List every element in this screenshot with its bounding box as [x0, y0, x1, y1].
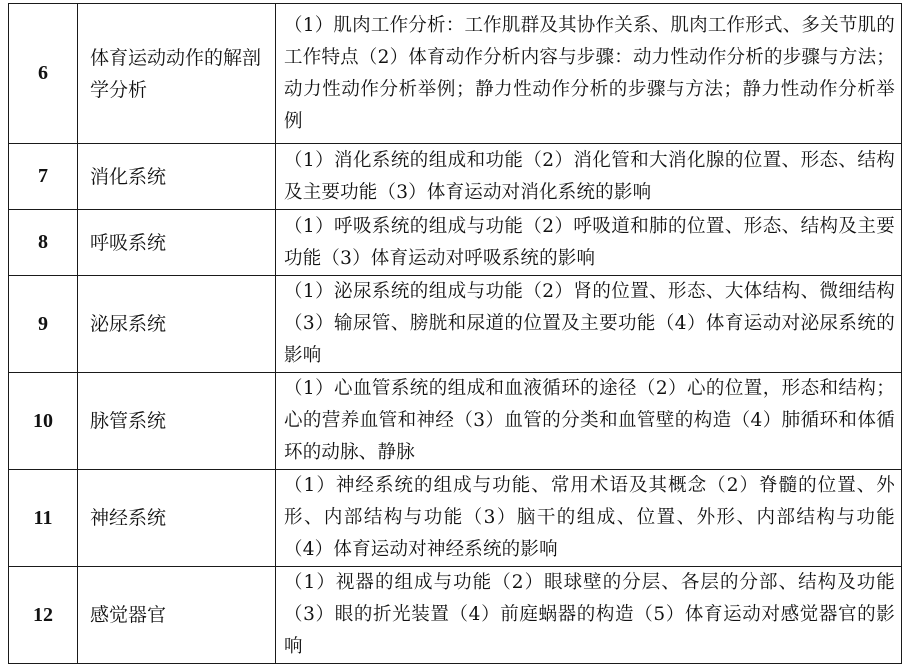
row-number: 8: [9, 210, 78, 276]
table-row: [9, 470, 902, 567]
row-number: 6: [9, 4, 78, 144]
row-content: （1）泌尿系统的组成与功能（2）肾的位置、形态、大体结构、微细结构（3）输尿管、膀胱和尿道的位置及主要功能（4）体育运动对泌尿系统的影响: [276, 276, 902, 373]
row-content: （1）消化系统的组成和功能（2）消化管和大消化腺的位置、形态、结构及主要功能（3）体育运动对消化系统的影响: [276, 144, 902, 210]
row-number: 9: [9, 276, 78, 373]
row-topic: 感觉器官: [78, 567, 276, 664]
table-row: [9, 4, 902, 144]
table-row: [9, 210, 902, 276]
row-content: （1）心血管系统的组成和血液循环的途径（2）心的位置，形态和结构；心的营养血管和神经（3）血管的分类和血管壁的构造（4）肺循环和体循环的动脉、静脉: [276, 373, 902, 470]
table-row: [9, 276, 902, 373]
row-content: （1）肌肉工作分析：工作肌群及其协作关系、肌肉工作形式、多关节肌的工作特点（2）体育动作分析内容与步骤：动力性动作分析的步骤与方法；动力性动作分析举例；静力性动作分析的步骤与方法；静力性动作分析举例: [276, 4, 902, 144]
row-content: （1）视器的组成与功能（2）眼球壁的分层、各层的分部、结构及功能（3）眼的折光装置（4）前庭蜗器的构造（5）体育运动对感觉器官的影响: [276, 567, 902, 664]
table-row: [9, 567, 902, 664]
row-number: 7: [9, 144, 78, 210]
row-topic: 泌尿系统: [78, 276, 276, 373]
table-body: [9, 4, 902, 664]
row-topic: 呼吸系统: [78, 210, 276, 276]
row-content: （1）神经系统的组成与功能、常用术语及其概念（2）脊髓的位置、外形、内部结构与功能（3）脑干的组成、位置、外形、内部结构与功能（4）体育运动对神经系统的影响: [276, 470, 902, 567]
row-content: （1）呼吸系统的组成与功能（2）呼吸道和肺的位置、形态、结构及主要功能（3）体育运动对呼吸系统的影响: [276, 210, 902, 276]
row-number: 10: [9, 373, 78, 470]
row-number: 11: [9, 470, 78, 567]
row-topic: 体育运动动作的解剖学分析: [78, 4, 276, 144]
table-row: [9, 373, 902, 470]
row-topic: 消化系统: [78, 144, 276, 210]
table-row: [9, 144, 902, 210]
syllabus-table: [8, 3, 902, 664]
row-topic: 神经系统: [78, 470, 276, 567]
row-number: 12: [9, 567, 78, 664]
row-topic: 脉管系统: [78, 373, 276, 470]
